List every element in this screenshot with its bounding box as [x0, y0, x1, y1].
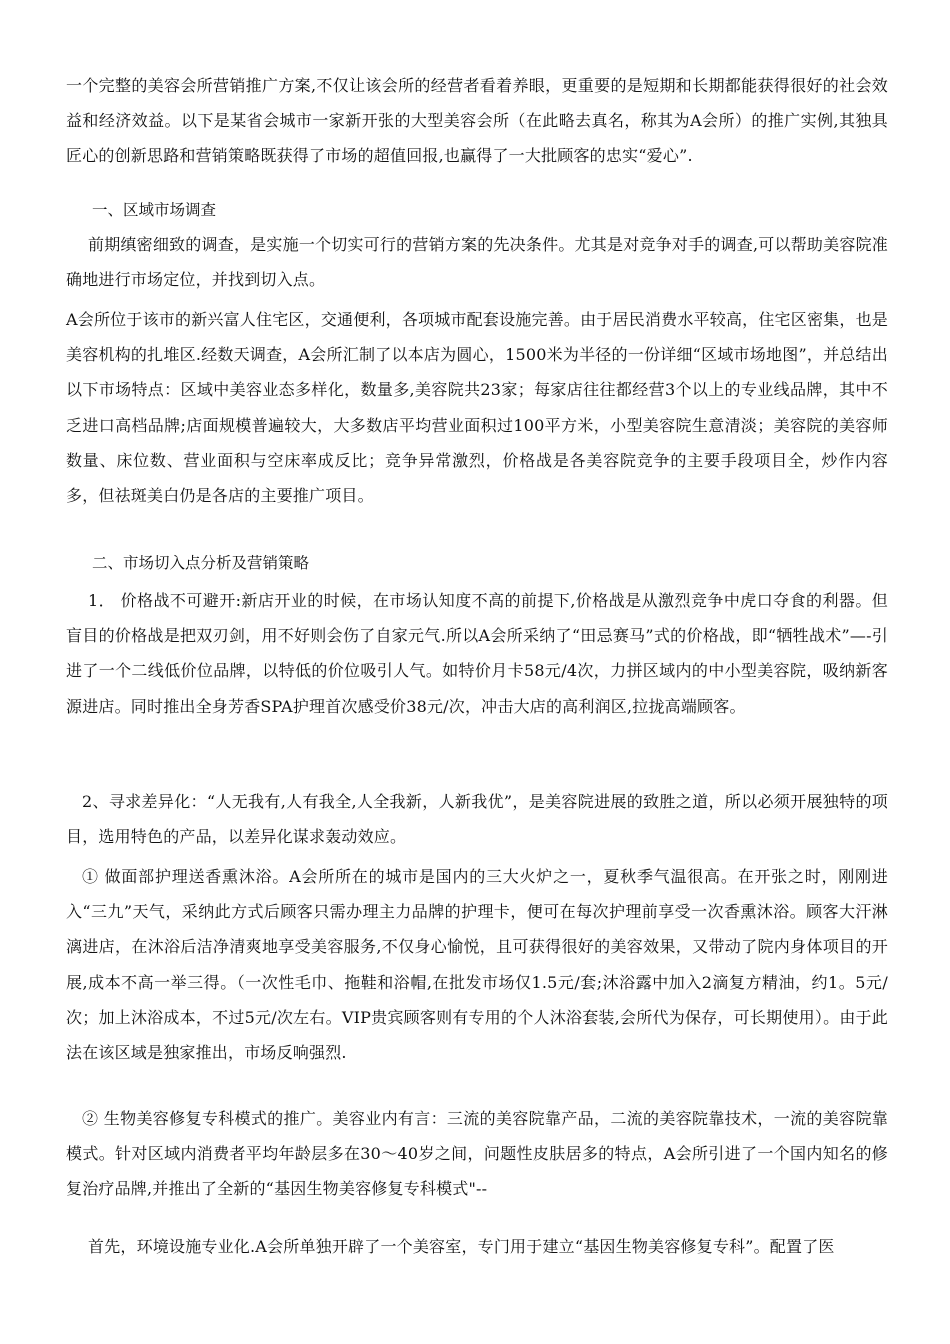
survey-paragraph: 前期缜密细致的调查，是实施一个切实可行的营销方案的先决条件。尤其是对竞争对手的调查,可以帮助美容院准确地进行市场定位，并找到切入点。 [66, 235, 888, 290]
location-paragraph: A会所位于该市的新兴富人住宅区，交通便利，各项城市配套设施完善。由于居民消费水平较高，住宅区密集，也是美容机构的扎堆区.经数天调查，A会所汇制了以本店为圆心，1500米为半径的一份详细“区域市场地图”，并总结出以下市场特点：区域中美容业态多样化，数量多,美容院共23家；每家店往往都经营3个以上的专业线品牌，其中不乏进口高档品牌;店面规模普遍较大，大多数店平均营业面积过100平方米，小型美容院生意清淡；美容院的美容师数量、床位数、营业面积与空床率成反比；竞争异常激烈，价格战是各美容院竞争的主要手段项目全，炒作内容多，但祛斑美白仍是各店的主要推广项目。 [66, 310, 888, 506]
price-war-paragraph: 1． 价格战不可避开:新店开业的时候，在市场认知度不高的前提下,价格战是从激烈竞争中虎口夺食的利器。但盲目的价格战是把双刃剑，用不好则会伤了自家元气.所以A会所采纳了“田忌赛马”式的价格战，即“牺牲战术”—-引进了一个二线低价位品牌，以特低的价位吸引人气。如特价月卡58元/4次，力拼区域内的中小型美容院，吸纳新客源进店。同时推出全身芳香SPA护理首次感受价38元/次，冲击大店的高利润区,拉拢高端顾客。 [66, 591, 888, 716]
section-heading-market-survey: 一、区域市场调查 [92, 201, 217, 219]
section-heading-strategy: 二、市场切入点分析及营销策略 [92, 554, 310, 572]
differentiation-paragraph: 2、寻求差异化：“人无我有,人有我全,人全我新，人新我优”，是美容院进展的致胜之道，所以必须开展独特的项目，选用特色的产品，以差异化谋求轰动效应。 [66, 792, 888, 847]
aroma-bath-paragraph: ① 做面部护理送香熏沐浴。A会所所在的城市是国内的三大火炉之一，夏秋季气温很高。在开张之时，刚刚进入“三九”天气，采纳此方式后顾客只需办理主力品牌的护理卡，便可在每次护理前享受一次香熏沐浴。顾客大汗淋漓进店，在沐浴后洁净清爽地享受美容服务,不仅身心愉悦，且可获得很好的美容效果，又带动了院内身体项目的开展,成本不高一举三得。（一次性毛巾、拖鞋和浴帽,在批发市场仅1.5元/套;沐浴露中加入2滴复方精油，约1。5元/次；加上沐浴成本，不过5元/次左右。VIP贵宾顾客则有专用的个人沐浴套装,会所代为保存，可长期使用）。由于此法在该区域是独家推出，市场反响强烈. [66, 867, 888, 1063]
intro-paragraph: 一个完整的美容会所营销推广方案,不仅让该会所的经营者看着养眼，更重要的是短期和长期都能获得很好的社会效益和经济效益。以下是某省会城市一家新开张的大型美容会所（在此略去真名，称其为A会所）的推广实例,其独具匠心的创新思路和营销策略既获得了市场的超值回报,也赢得了一大批顾客的忠实“爱心”. [66, 76, 888, 166]
facility-paragraph: 首先，环境设施专业化.A会所单独开辟了一个美容室，专门用于建立“基因生物美容修复专科”。配置了医 [88, 1237, 835, 1256]
bio-repair-paragraph: ② 生物美容修复专科模式的推广。美容业内有言：三流的美容院靠产品，二流的美容院靠技术，一流的美容院靠模式。针对区域内消费者平均年龄层多在30～40岁之间，问题性皮肤居多的特点，A会所引进了一个国内知名的修复治疗品牌,并推出了全新的“基因生物美容修复专科模式"-- [66, 1109, 888, 1199]
